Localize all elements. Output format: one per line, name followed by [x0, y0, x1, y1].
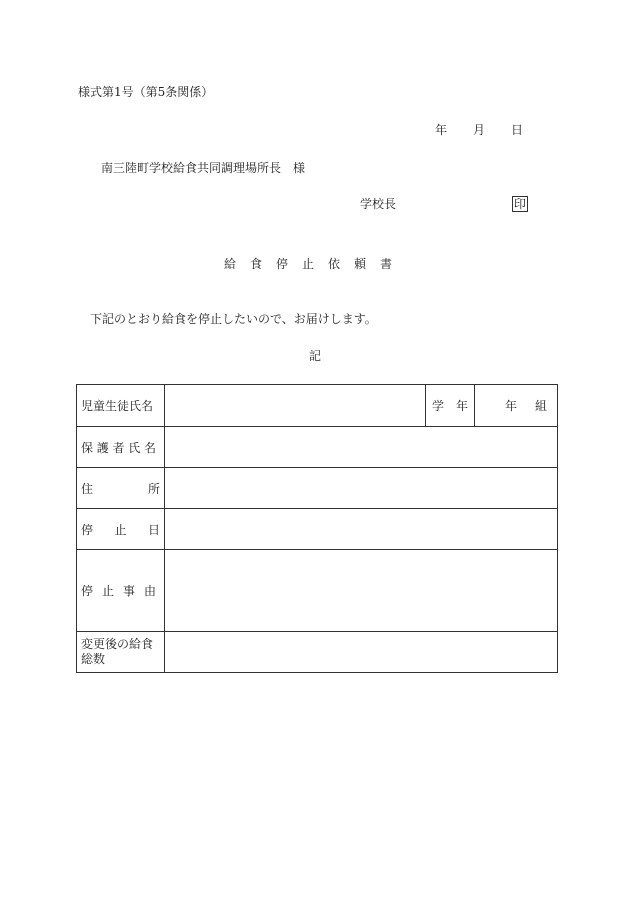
guardian-char-4: 名 [143, 440, 156, 455]
class-unit: 組 [534, 399, 547, 413]
date-year: 年 [434, 123, 447, 137]
field-grade-class[interactable] [475, 385, 558, 427]
recipient-honorific: 様 [293, 161, 306, 175]
stopdate-char-0: 停 [81, 522, 94, 537]
seal-mark: 印 [514, 197, 527, 211]
guardian-char-1: 護 [96, 440, 109, 455]
label-student-name: 児童生徒氏名 [77, 385, 165, 427]
sender: 学校長 [360, 197, 397, 211]
label-stop-reason [77, 550, 165, 632]
stopdate-char-2: 日 [147, 522, 160, 537]
recipient-name: 南三陸町学校給食共同調理場所長 [101, 161, 282, 175]
reason-char-0: 停 [81, 584, 94, 598]
date-line [435, 123, 523, 137]
grade-char-0: 学 [432, 399, 445, 413]
form-number: 様式第1号（第5条関係） [78, 85, 214, 99]
guardian-char-3: 氏 [128, 440, 141, 455]
field-student-name[interactable] [165, 385, 426, 427]
ki-heading: 記 [308, 349, 321, 363]
label-stop-date [77, 509, 165, 550]
row-stop-date [77, 509, 558, 550]
label-grade [426, 385, 475, 427]
address-char-0: 住 [81, 481, 94, 496]
guardian-char-0: 保 [81, 440, 94, 455]
field-stop-reason[interactable] [165, 550, 558, 632]
intro-text: 下記のとおり給食を停止したいので、お届けします。 [90, 312, 377, 326]
label-guardian [77, 427, 165, 468]
reason-char-3: 由 [143, 584, 156, 598]
label-address [77, 468, 165, 509]
field-stop-date[interactable] [165, 509, 558, 550]
field-address[interactable] [165, 468, 558, 509]
guardian-char-2: 者 [112, 440, 125, 455]
row-meal-count [77, 632, 558, 673]
row-stop-reason [77, 550, 558, 632]
grade-char-1: 年 [455, 399, 468, 413]
row-student-name [77, 385, 558, 427]
document-title: 給食停止依頼書 [223, 257, 406, 271]
date-month: 月 [472, 123, 485, 137]
date-day: 日 [510, 123, 523, 137]
row-guardian [77, 427, 558, 468]
grade-unit: 年 [505, 399, 518, 413]
request-form-table [76, 384, 558, 673]
reason-char-2: 事 [122, 584, 135, 598]
field-guardian[interactable] [165, 427, 558, 468]
address-char-1: 所 [147, 481, 160, 496]
reason-char-1: 止 [101, 584, 114, 598]
row-address [77, 468, 558, 509]
recipient [101, 161, 305, 175]
label-meal-count: 変更後の給食総数 [77, 632, 165, 673]
stopdate-char-1: 止 [114, 522, 127, 537]
field-meal-count[interactable] [165, 632, 558, 673]
